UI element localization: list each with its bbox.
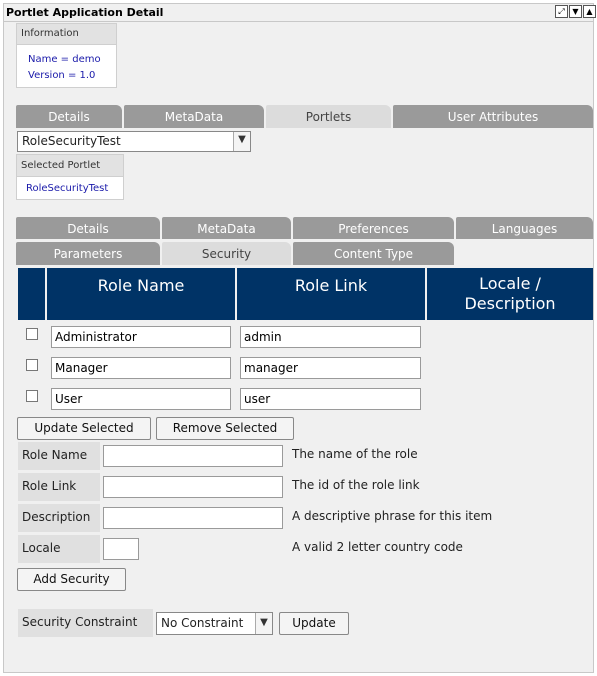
portlet-titlebar [4,4,593,22]
role-link-help: The id of the role link [292,478,420,492]
remove-selected-button[interactable]: Remove Selected [156,417,294,440]
role-link-input[interactable]: manager [240,357,421,379]
row-checkbox[interactable] [26,359,38,371]
app-name-value: Name = demo [28,54,101,65]
new-role-name-input[interactable] [103,445,283,467]
role-link-input[interactable]: user [240,388,421,410]
description-label: Description [18,504,100,532]
tab-portlet-security[interactable]: Security [162,242,291,265]
locale-help: A valid 2 letter country code [292,540,463,554]
minimize-icon[interactable]: ▼ [569,5,582,18]
row-checkbox[interactable] [26,328,38,340]
update-button[interactable]: Update [279,612,349,635]
portlet-select[interactable] [17,131,251,152]
portlet-window [3,3,594,673]
update-selected-button[interactable]: Update Selected [17,417,151,440]
tab-app-portlets[interactable]: Portlets [266,105,391,128]
tab-app-metadata[interactable]: MetaData [124,105,264,128]
information-heading: Information [17,24,116,45]
new-role-link-input[interactable] [103,476,283,498]
tab-portlet-languages[interactable]: Languages [456,217,593,239]
tab-portlet-parameters[interactable]: Parameters [16,242,160,265]
security-constraint-label: Security Constraint [18,609,153,637]
information-box [16,23,117,88]
add-security-button[interactable]: Add Security [17,568,126,591]
row-checkbox[interactable] [26,390,38,402]
tab-portlet-content-type[interactable]: Content Type [293,242,454,265]
app-version-value: Version = 1.0 [28,70,96,81]
selected-portlet-value: RoleSecurityTest [26,183,109,194]
locale-input[interactable] [103,538,139,560]
chevron-down-icon[interactable]: ▼ [255,613,272,634]
portlet-select-value: RoleSecurityTest [22,134,121,148]
description-input[interactable] [103,507,283,529]
role-name-help: The name of the role [292,447,418,461]
table-header-role-link: Role Link [237,268,425,320]
locale-label: Locale [18,535,100,563]
maximize-icon[interactable]: ▲ [583,5,596,18]
description-help: A descriptive phrase for this item [292,509,493,523]
restore-icon[interactable]: ⤢ [555,5,568,18]
tab-app-user-attributes[interactable]: User Attributes [393,105,593,128]
tab-portlet-preferences[interactable]: Preferences [293,217,454,239]
chevron-down-icon[interactable]: ▼ [233,132,250,151]
role-name-input[interactable]: Manager [51,357,231,379]
selected-portlet-box [16,154,124,200]
portlet-title: Portlet Application Detail [6,6,164,19]
security-constraint-value: No Constraint [161,616,244,630]
table-header-role-name: Role Name [47,268,235,320]
tab-portlet-metadata[interactable]: MetaData [162,217,291,239]
role-link-input[interactable]: admin [240,326,421,348]
security-constraint-select[interactable] [156,612,273,635]
table-header-select [18,268,45,320]
role-name-input[interactable]: User [51,388,231,410]
role-name-input[interactable]: Administrator [51,326,231,348]
tab-app-details[interactable]: Details [16,105,122,128]
table-header-locale-description: Locale / Description [427,268,593,320]
role-name-label: Role Name [18,442,100,470]
tab-portlet-details[interactable]: Details [16,217,160,239]
role-link-label: Role Link [18,473,100,501]
selected-portlet-heading: Selected Portlet [17,155,123,177]
